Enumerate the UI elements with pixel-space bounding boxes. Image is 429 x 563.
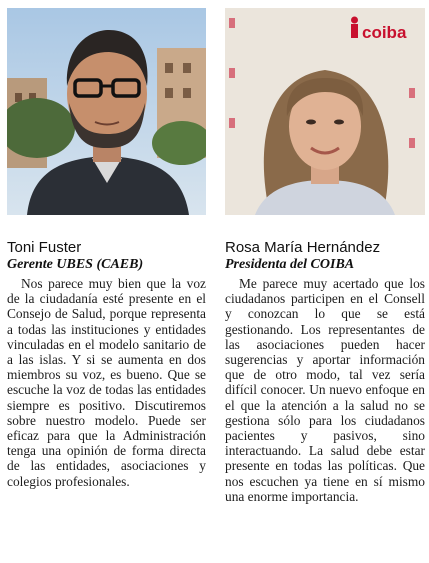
person-role: Gerente UBES (CAEB) (7, 257, 144, 272)
portrait-photo-toni-fuster (7, 8, 206, 215)
column-rosa-maria-hernandez (225, 8, 425, 504)
portrait-illustration (225, 8, 425, 215)
person-name: Toni Fuster (7, 239, 82, 256)
quote-text: Nos parece muy bien que la voz de la ciudadanía esté presente en el Consejo de Salud, porque representa a todas las instituciones y entidades vinculadas en el modelo sanitario de a las islas. Y si se aumenta en dos miembros su voz, es bueno. Que se escuche la voz de todas las entidades siempre es positivo. Discutiremos sobre nuestro modelo. Puede ser eficaz para que la Administración tenga una opinión de forma directa de las entidades, asociaciones y colegios profesionales. (7, 276, 206, 489)
svg-text:coiba: coiba (362, 23, 407, 42)
person-name: Rosa María Hernández (225, 239, 381, 256)
person-role: Presidenta del COIBA (225, 257, 355, 272)
portrait-illustration (7, 8, 206, 215)
column-toni-fuster (7, 8, 206, 489)
portrait-photo-rosa-maria-hernandez (225, 8, 425, 215)
quote-text: Me parece muy acertado que los ciudadanos participen en el Consell y conozcan lo que se está gestionando. Los representantes de las asociaciones pueden hacer sugerencias y aportar información que de otro modo, tal vez sería difícil conocer. Un nuevo enfoque en el que la atención a la salud no se gestiona sólo para los ciudadanos pacientes y pasivos, sino interactuando. La salud debe estar presente en todas las políticas. Que nos escuchen ya tiene en sí mismo una enorme importancia. (225, 276, 425, 504)
